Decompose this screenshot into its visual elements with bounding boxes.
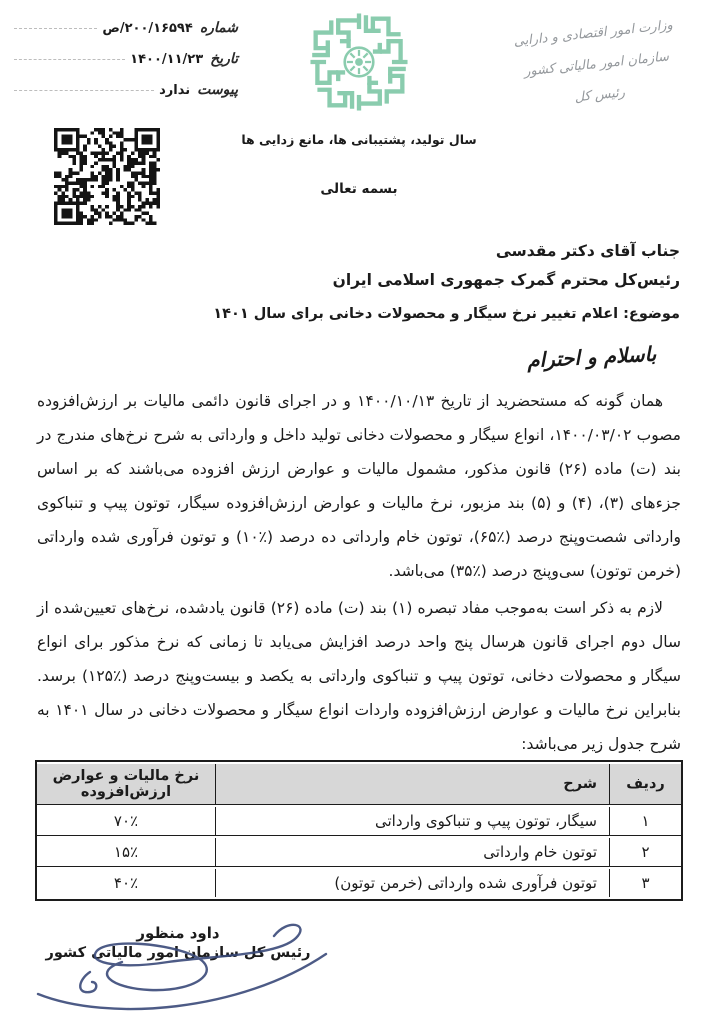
letter-meta [14, 20, 238, 113]
recipient-title: رئیس‌کل محترم گمرک جمهوری اسلامی ایران [332, 271, 680, 289]
year-slogan: سال تولید، پشتیبانی ها، مانع زدایی ها [241, 132, 477, 147]
subject-line: موضوع: اعلام تغییر نرخ سیگار و محصولات دخانی برای سال ۱۴۰۱ [213, 306, 680, 322]
description-cell: سیگار، توتون پیپ و تنباکوی وارداتی [215, 807, 609, 836]
table-row [37, 838, 681, 867]
ministry-heading [485, 7, 709, 122]
letter-body [37, 384, 681, 761]
description-cell: توتون خام وارداتی [215, 838, 609, 867]
ministry-line: وزارت امور اقتصادی و دارایی [513, 17, 674, 50]
row-number-cell: ۲ [609, 838, 681, 867]
body-paragraph-2: لازم به ذکر است به‌موجب مفاد تبصره (۱) بند (ت) ماده (۲۶) قانون یادشده، نرخ‌های تعیین‌شده از سال دوم اجرای قانون هرسال پنج واحد درصد افزایش می‌یابد تا زمانی که نرخ مذکور برای انواع سیگار و محصولات دخانی، توتون پیپ و تنباکوی وارداتی به یکصد و بیست‌وپنج درصد (٪۱۲۵) برسد. بنابراین نرخ مالیات و عوارض ارزش‌افزوده واردات انواع سیگار و محصولات دخانی در سال ۱۴۰۱ به شرح جدول زیر می‌باشد: [37, 599, 681, 753]
row-number-cell: ۱ [609, 807, 681, 836]
vat-rates-table [35, 760, 683, 901]
signatory-title: رئیس کل سازمان امور مالیاتی کشور [45, 945, 311, 961]
rate-cell: ۱۵٪ [37, 838, 215, 867]
row-number-header: ردیف [609, 764, 681, 805]
description-header: شرح [215, 764, 609, 805]
bismillah: بسمه تعالی [320, 181, 398, 197]
row-number-cell: ۳ [609, 869, 681, 897]
table-row [37, 807, 681, 836]
signature-block [38, 924, 318, 961]
recipient-block [333, 237, 680, 295]
letter-number-label: شماره [199, 20, 238, 36]
handwritten-salutation: باسلام و احترام [526, 341, 657, 373]
table-row [37, 869, 681, 897]
letter-date-value: ۱۴۰۰/۱۱/۲۳ [130, 52, 204, 67]
ministry-line: رئیس کل [573, 85, 626, 106]
ministry-line: سازمان امور مالیاتی کشور [523, 49, 670, 80]
attachment-value: ندارد [159, 83, 191, 98]
rate-cell: ۷۰٪ [37, 807, 215, 836]
body-paragraph-1: همان گونه که مستحضرید از تاریخ ۱۴۰۰/۱۰/۱۳ و در اجرای قانون دائمی مالیات بر ارزش‌افزوده مصوب ۱۴۰۰/۰۳/۰۲، انواع سیگار و محصولات دخانی تولید داخل و وارداتی به شرح نرخ‌های مندرج در بند (ت) ماده (۲۶) قانون مذکور، مشمول مالیات و عوارض ارزش افزوده می‌باشند که بر اساس جزءهای (۳)، (۴) و (۵) بند مزبور، نرخ مالیات و عوارض ارزش‌افزوده سیگار، توتون پیپ و تنباکوی وارداتی شصت‌وپنج درصد (٪۶۵)، توتون خام وارداتی ده درصد (٪۱۰) و توتون فرآوری شده وارداتی (خرمن توتون) سی‌وپنج درصد (٪۳۵) می‌باشد. [37, 392, 682, 580]
dashed-rule [14, 28, 97, 29]
dashed-rule [14, 90, 154, 91]
attachment-row [14, 82, 238, 113]
rate-header: نرخ مالیات و عوارض ارزش‌افزوده [37, 764, 215, 805]
letter-number-row [14, 20, 238, 51]
description-cell: توتون فرآوری شده وارداتی (خرمن توتون) [215, 869, 609, 897]
rate-cell: ۴۰٪ [113, 874, 139, 892]
table-header-row [37, 764, 681, 805]
attachment-label: پیوست [197, 82, 238, 98]
letter-date-label: تاریخ [210, 51, 238, 67]
letter-date-row [14, 51, 238, 82]
signatory-name: داود منظور [136, 924, 220, 942]
dashed-rule [14, 59, 125, 60]
letter-number-value: ۲۰۰/۱۶۵۹۴/ص [102, 21, 193, 36]
tax-administration-emblem-icon [299, 10, 419, 114]
recipient-name: جناب آقای دکتر مقدسی [495, 242, 680, 260]
